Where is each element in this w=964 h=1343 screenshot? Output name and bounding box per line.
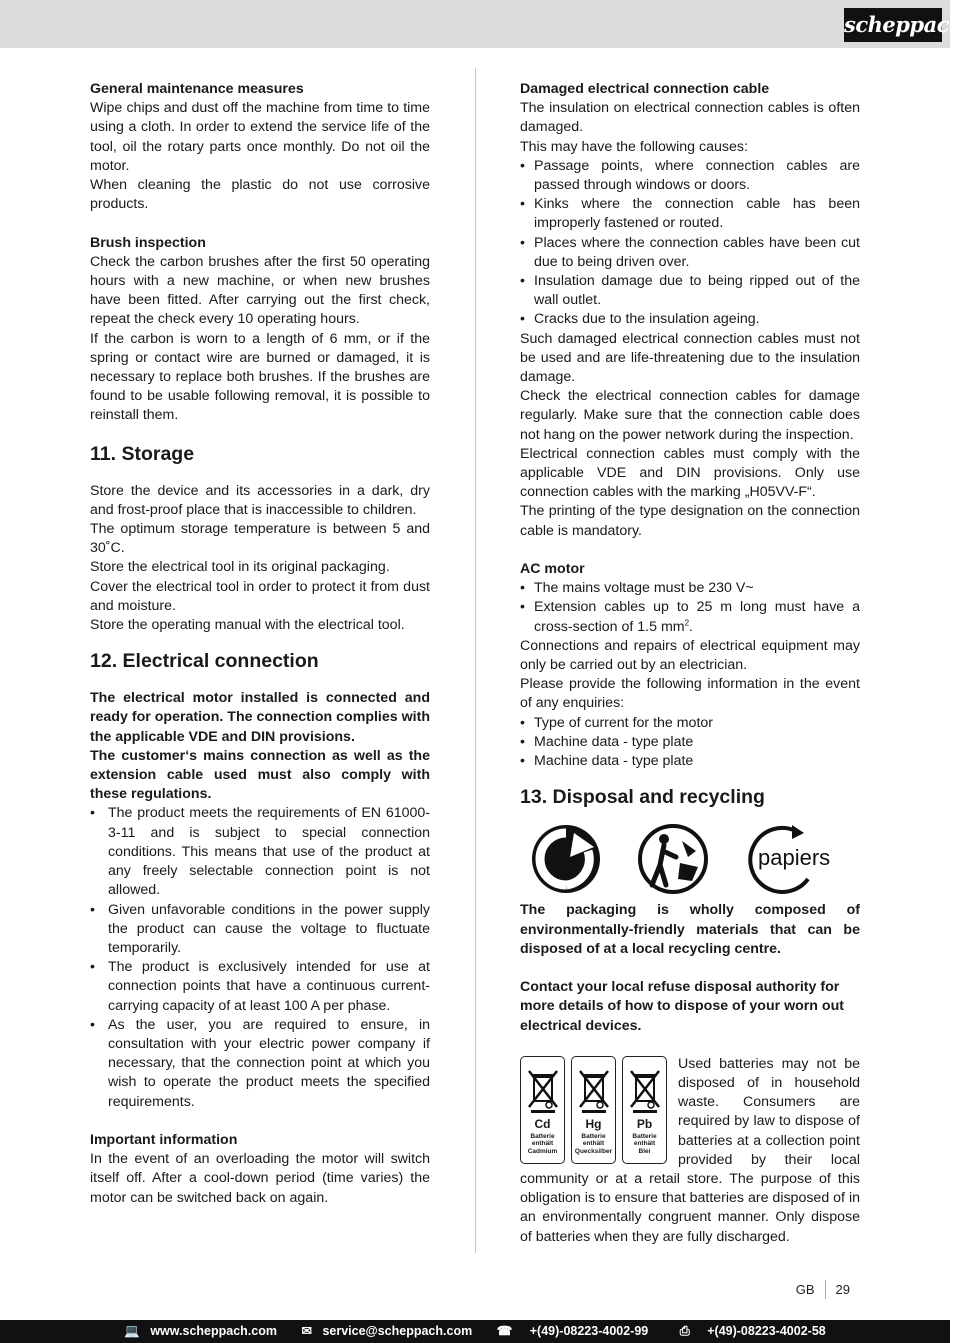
battery-label: Quecksilber — [574, 1147, 613, 1155]
papiers-label: papiers — [758, 845, 831, 871]
battery-label: Batterie — [632, 1132, 657, 1140]
cable-paragraph: Such damaged electrical connection cables must not be used and are life-threatening due to the insulation damage. — [520, 330, 860, 386]
list-item: • Places where the connection cables have been cut due to being driven over. — [520, 234, 860, 272]
ac-paragraph: Please provide the following information in the event of any enquiries: — [520, 676, 860, 712]
battery-symbol-text: Pb — [636, 1116, 653, 1131]
language-code: GB — [796, 1280, 826, 1299]
list-item — [520, 598, 860, 636]
ac-motor-list — [520, 579, 860, 637]
enquiry-list — [520, 714, 860, 772]
ac-cross-section-text: Extension cables up to 25 m long must have a cross-section of 1.5 mm — [534, 599, 860, 635]
list-item: • Kinks where the connection cable has been improperly fastened or routed. — [520, 195, 860, 233]
column-divider — [475, 68, 476, 1253]
ac-motor-title: AC motor — [520, 561, 585, 578]
maintenance-text: Wipe chips and dust off the machine from time to time using a cloth. In order to extend the service life of the tool, oil the rotary parts once monthly. Do not oil the motor. — [90, 100, 430, 174]
fax-number: +(49)-08223-4002-58 — [707, 1324, 826, 1338]
storage-line: Store the electrical tool in its original packaging. — [90, 559, 390, 576]
list-item: • Given unfavorable conditions in the power supply the product can cause the voltage to fluctuate temporarily. — [90, 901, 430, 959]
crossed-bin-icon — [629, 1067, 661, 1113]
maintenance-text-2: When cleaning the plastic do not use corrosive products. — [90, 177, 430, 213]
header-bar — [0, 0, 964, 48]
battery-label: enthält — [531, 1140, 554, 1148]
battery-label: Cadmium — [527, 1147, 558, 1155]
battery-hg-symbol — [571, 1056, 616, 1164]
electrical-heading: 12. Electrical connection — [90, 650, 319, 673]
cable-paragraph: Electrical connection cables must comply with the applicable VDE and DIN provisions. Only use connection cables with the marking „H05VV-F“. — [520, 445, 860, 501]
maintenance-title: General maintenance measures — [90, 81, 304, 97]
brush-text-2: If the carbon is worn to a length of 6 mm, or if the spring or contact wire are burned or damaged, it is necessary to replace both brushes. If the brushes are found to be usable following removal, it is possible to reinstall them. — [90, 330, 430, 424]
important-info-title: Important information — [90, 1131, 238, 1148]
list-item: • Cracks due to the insulation ageing. — [520, 310, 860, 329]
important-info-text: In the event of an overloading the motor will switch itself off. After a cool-down period (time varies) the motor can be switched back on again. — [90, 1151, 430, 1206]
refuse-authority-notice: Contact your local refuse disposal authority for more details of how to dispose of your worn out electrical devices. — [520, 979, 844, 1034]
email-link[interactable]: service@scheppach.com — [322, 1324, 473, 1338]
list-item: • Passage points, where connection cables are passed through windows or doors. — [520, 157, 860, 195]
storage-heading: 11. Storage — [90, 442, 195, 465]
list-item: • Machine data - type plate — [520, 752, 860, 771]
electrical-notice: The electrical motor installed is connected and ready for operation. The connection complies with the applicable VDE and DIN provisions. — [90, 690, 430, 745]
green-dot-icon — [530, 823, 602, 895]
list-item: • The product is exclusively intended for use at connection points that have a continuous current-carrying capacity of at least 100 A per phase. — [90, 958, 430, 1016]
cable-causes-intro: This may have the following causes: — [520, 138, 748, 155]
brand-logo: scheppach — [844, 8, 942, 42]
email-icon: ✉ — [301, 1324, 312, 1338]
electrical-notice-2: The customer‘s mains connection as well as the extension cable used must also comply with these regulations. — [90, 747, 430, 803]
recycle-bin-icon — [636, 823, 710, 895]
list-item: • The mains voltage must be 230 V~ — [520, 579, 860, 598]
cable-title: Damaged electrical connection cable — [520, 81, 770, 97]
battery-cd-symbol — [520, 1056, 565, 1164]
computer-icon: 💻 — [124, 1324, 140, 1338]
battery-symbol-text: Cd — [534, 1116, 551, 1131]
electrical-requirements-list — [90, 804, 430, 1111]
crossed-bin-icon — [527, 1067, 559, 1113]
list-item: • Type of current for the motor — [520, 714, 860, 733]
disposal-heading: 13. Disposal and recycling — [520, 786, 765, 809]
papiers-recycling-icon — [744, 823, 836, 895]
phone-number: +(49)-08223-4002-99 — [529, 1324, 649, 1338]
packaging-notice: The packaging is wholly composed of environmentally-friendly materials that can be disposed of at a local recycling centre. — [520, 902, 860, 957]
battery-symbols — [520, 1056, 668, 1164]
right-column — [520, 80, 860, 1247]
battery-pb-symbol — [622, 1056, 667, 1164]
phone-icon: ☎ — [496, 1324, 513, 1338]
battery-label: Batterie — [581, 1132, 606, 1140]
cable-paragraph: The printing of the type designation on the connection cable is mandatory. — [520, 503, 860, 539]
recycling-icons — [530, 823, 860, 895]
storage-line: Store the operating manual with the electrical tool. — [90, 617, 405, 634]
battery-section — [520, 1055, 860, 1247]
cable-paragraph: Check the electrical connection cables for damage regularly. Make sure that the connection cable does not hang on the power network during the inspection. — [520, 388, 860, 443]
page-number: 29 — [835, 1282, 850, 1297]
battery-disposal-text: Used batteries may not be disposed of in household waste. Consumers are required by law to dispose of batteries at a collection point provided by their local community or at a retail store. The purpose of this obligation is to ensure that batteries are disposed of in an environmentally congruent manner. Only dispose of batteries when they are fully discharged. — [520, 1055, 860, 1245]
list-item: • The product meets the requirements of EN 61000-3-11 and is subject to special connection conditions. This means that use of the product at any freely selectable connection point is not allowed. — [90, 804, 430, 900]
battery-label: enthält — [633, 1140, 656, 1148]
battery-label: Blei — [638, 1147, 651, 1155]
cable-text: The insulation on electrical connection cables is often damaged. — [520, 100, 860, 136]
battery-symbol-text: Hg — [585, 1116, 602, 1131]
battery-label: enthält — [582, 1140, 605, 1148]
storage-line: Store the device and its accessories in a dark, dry and frost-proof place that is inaccessible to children. — [90, 482, 430, 518]
list-item: • As the user, you are required to ensure, in consultation with your electric power company if necessary, that the connection point at which you wish to operate the product meets the specified requirements. — [90, 1016, 430, 1112]
list-item: • Machine data - type plate — [520, 733, 860, 752]
brush-title: Brush inspection — [90, 234, 206, 251]
footer-bar — [0, 1320, 950, 1343]
left-column — [90, 80, 430, 1208]
superscript: 2 — [684, 617, 690, 627]
page-number-area — [796, 1280, 850, 1299]
fax-icon: ⎙ — [679, 1324, 690, 1338]
brush-text: Check the carbon brushes after the first 50 operating hours with a new machine, or when new brushes have been fitted. After carrying out the first check, repeat the check every 10 operating hours. — [90, 253, 430, 328]
cable-causes-list — [520, 157, 860, 330]
period: . — [689, 618, 693, 635]
ac-paragraph: Connections and repairs of electrical equipment may only be carried out by an electrician. — [520, 637, 860, 674]
storage-line: The optimum storage temperature is between 5 and 30˚C. — [90, 521, 430, 557]
crossed-bin-icon — [578, 1067, 610, 1113]
storage-line: Cover the electrical tool in order to protect it from dust and moisture. — [90, 578, 430, 614]
website-link[interactable]: www.scheppach.com — [150, 1324, 277, 1338]
list-item: • Insulation damage due to being ripped out of the wall outlet. — [520, 272, 860, 310]
battery-label: Batterie — [530, 1132, 555, 1140]
